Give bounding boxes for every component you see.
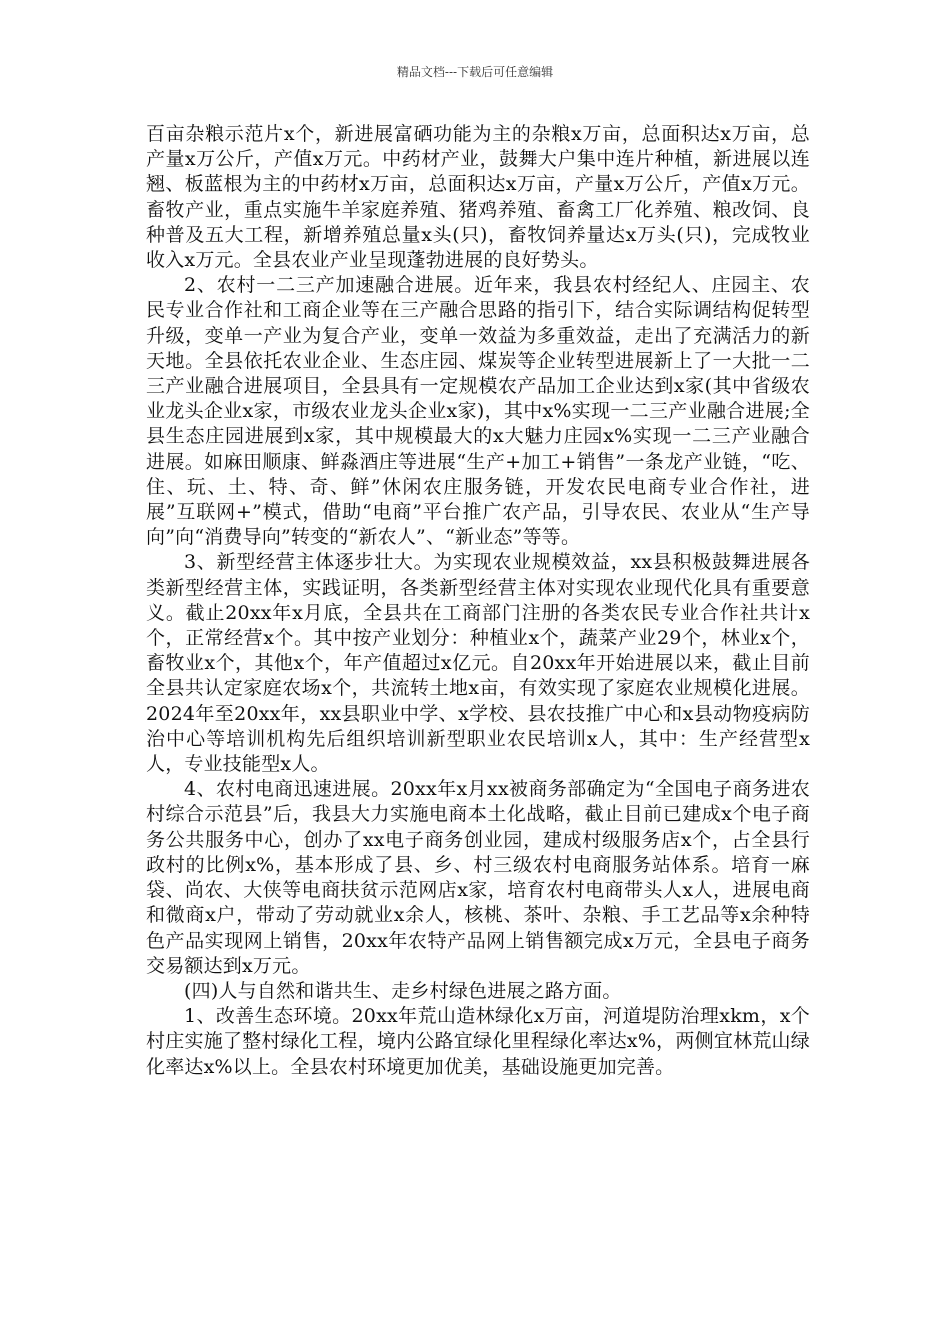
- paragraph-rural-ecommerce: 4、农村电商迅速进展。20xx年x月xx被商务部确定为“全国电子商务进农村综合示范县”后，我县大力实施电商本土化战略，截止目前已建成x个电子商务公共服务中心，创办了xx电子商务创业园，建成村级服务店x个，占全县行政村的比例x%，基本形成了县、乡、村三级农村电商服务站体系。培育一麻袋、尚农、大侠等电商扶贫示范网店x家，培育农村电商带头人x人，进展电商和微商x户，带动了劳动就业x余人，核桃、茶叶、杂粮、手工艺品等x余种特色产品实现网上销售，20xx年农特产品网上销售额完成x万元，全县电子商务交易额达到x万元。: [146, 778, 810, 977]
- page-header-watermark: 精品文档---下载后可任意编辑: [396, 65, 554, 79]
- paragraph-new-business-entities: 3、新型经营主体逐步壮大。为实现农业规模效益，xx县积极鼓舞进展各类新型经营主体，实践证明，各类新型经营主体对实现农业现代化具有重要意义。截止20xx年x月底，全县共在工商部门注册的各类农民专业合作社共计x个，正常经营x个。其中按产业划分：种植业x个，蔬菜产业29个，林业x个，畜牧业x个，其他x个，年产值超过x亿元。自20xx年开始进展以来，截止目前全县共认定家庭农场x个，共流转土地x亩，有效实现了家庭农业规模化进展。2024年至20xx年，xx县职业中学、x学校、县农技推广中心和x县动物疫病防治中心等培训机构先后组织培训新型职业农民培训x人，其中：生产经营型x人，专业技能型x人。: [146, 551, 810, 776]
- section-heading-green-development: (四)人与自然和谐共生、走乡村绿色进展之路方面。: [184, 979, 622, 1002]
- paragraph-grain-medicine-livestock: 百亩杂粮示范片x个，新进展富硒功能为主的杂粮x万亩，总面积达x万亩，总产量x万公斤，产值x万元。中药材产业，鼓舞大户集中连片种植，新进展以连翘、板蓝根为主的中药材x万亩，总面积达x万亩，产量x万公斤，产值x万元。畜牧产业，重点实施牛羊家庭养殖、猪鸡养殖、畜禽工厂化养殖、粮改饲、良种普及五大工程，新增养殖总量x头(只)，畜牧饲养量达x万头(只)，完成牧业收入x万元。全县农业产业呈现蓬勃进展的良好势头。: [146, 123, 810, 272]
- paragraph-ecological-environment: 1、改善生态环境。20xx年荒山造林绿化x万亩，河道堤防治理xkm，x个村庄实施了整村绿化工程，境内公路宜绿化里程绿化率达x%，两侧宜林荒山绿化率达x%以上。全县农村环境更加优美，基础设施更加完善。: [146, 1005, 810, 1078]
- document-body: [146, 122, 810, 1080]
- paragraph-industry-integration: 2、农村一二三产加速融合进展。近年来，我县农村经纪人、庄园主、农民专业合作社和工商企业等在三产融合思路的指引下，结合实际调结构促转型升级，变单一产业为复合产业，变单一效益为多重效益，走出了充满活力的新天地。全县依托农业企业、生态庄园、煤炭等企业转型进展新上了一大批一二三产业融合进展项目，全县具有一定规模农产品加工企业达到x家(其中省级农业龙头企业x家，市级农业龙头企业x家)，其中x%实现一二三产业融合进展;全县生态庄园进展到x家，其中规模最大的x大魅力庄园x%实现一二三产业融合进展。如麻田顺康、鲜淼酒庄等进展“生产+加工+销售”一条龙产业链，“吃、住、玩、土、特、奇、鲜”休闲农庄服务链，开发农民电商专业合作社，进展”互联网+”模式，借助“电商”平台推广农产品，引导农民、农业从“生产导向”向“消费导向”转变的“新农人”、“新业态”等等。: [146, 274, 810, 549]
